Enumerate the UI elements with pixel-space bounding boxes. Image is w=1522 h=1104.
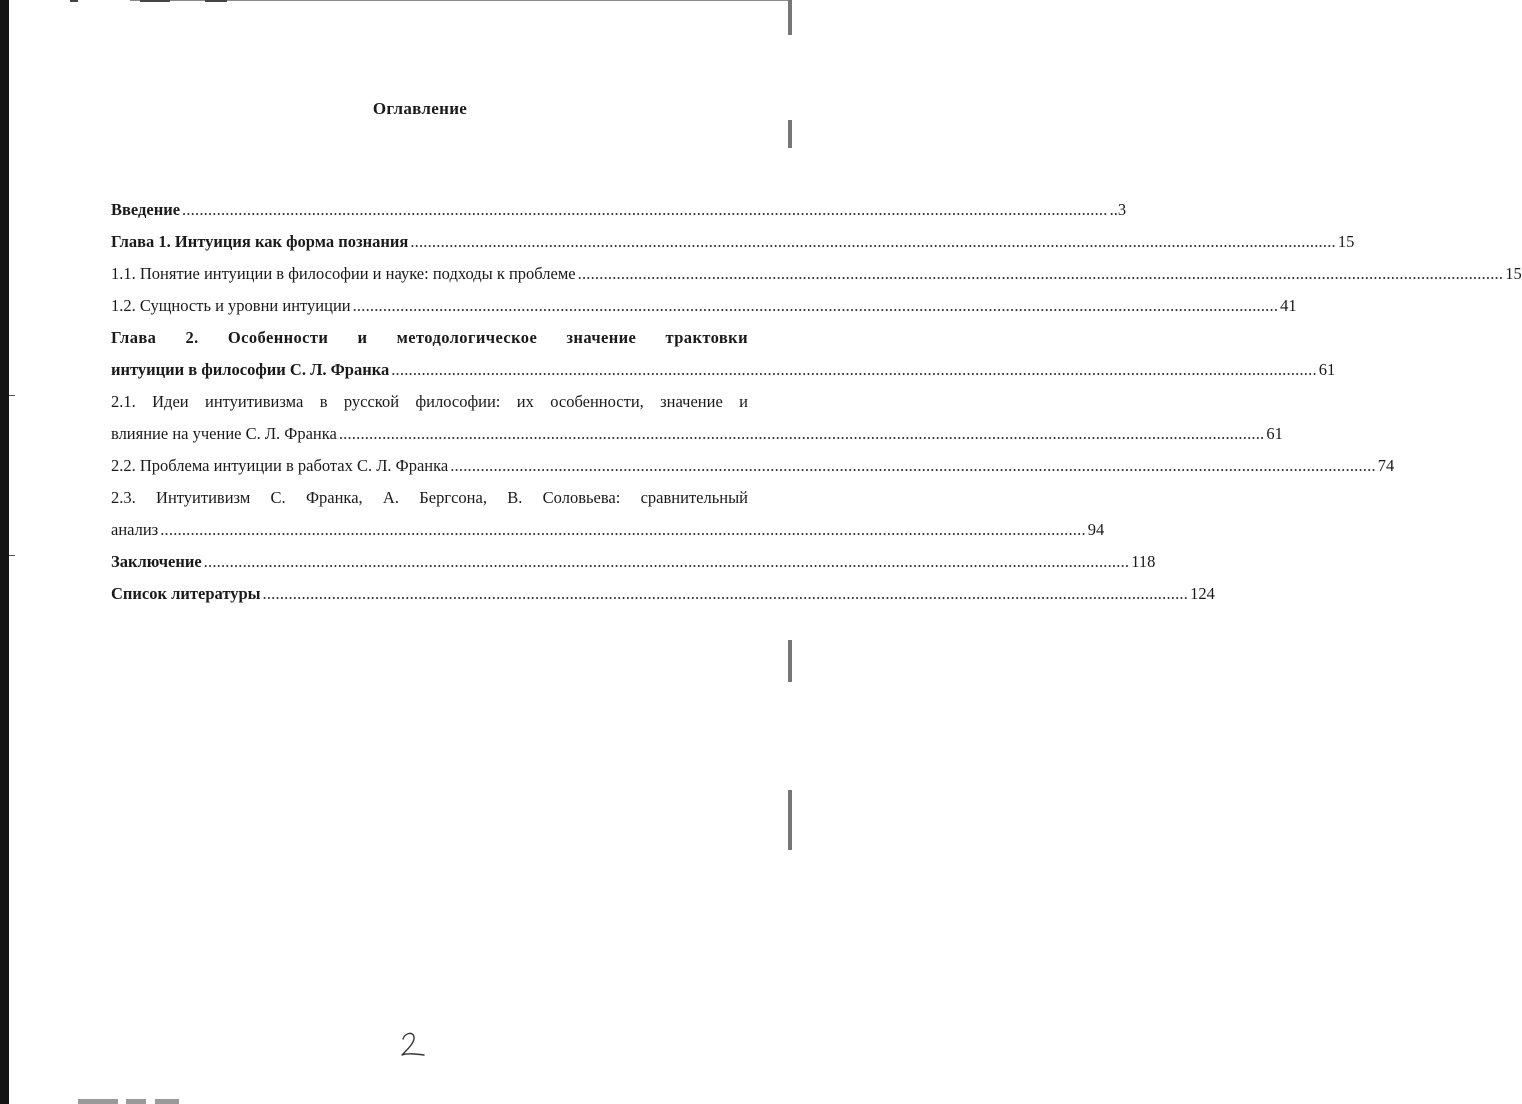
toc-entry-label: 1.1. Понятие интуиции в философии и науке: подходы к проблеме [111, 264, 576, 283]
toc-leader: ...................................................................................................................................................................................................................... [160, 520, 1086, 539]
toc-entry-page: 41 [1280, 296, 1297, 315]
toc-entry-label-line1: 2.3. Интуитивизм С. Франка, А. Бергсона, В. Соловьева: сравнительный [111, 488, 748, 507]
toc-entry-page: 61 [1318, 360, 1336, 379]
toc-entry-label: 2.2. Проблема интуиции в работах С. Л. Франка [111, 456, 449, 475]
scan-right-mark [788, 120, 792, 148]
toc-entry-section-2-2[interactable] [111, 450, 1395, 482]
toc-leader: ...................................................................................................................................................................................................................... [577, 264, 1504, 283]
toc-entry-label-line2: интуиции в философии С. Л. Франка [111, 360, 390, 379]
toc-leader: ...................................................................................................................................................................................................................... [352, 296, 1279, 315]
toc-leader: ...................................................................................................................................................................................................................... [262, 584, 1189, 603]
toc-leader: ...................................................................................................................................................................................................................... [338, 424, 1265, 443]
scan-top-line [130, 0, 792, 1]
scan-right-mark [788, 640, 792, 682]
scan-top-dash [205, 0, 227, 2]
toc-leader: ...................................................................................................................................................................................................................... [182, 200, 1108, 219]
scan-right-mark [788, 0, 792, 35]
table-of-contents [111, 194, 1522, 610]
toc-entry-page: 94 [1087, 520, 1105, 539]
scan-bottom-ghost [126, 1099, 146, 1104]
toc-entry-section-1-2[interactable] [111, 290, 1297, 322]
toc-entry-page: 61 [1266, 424, 1283, 443]
scan-top-dash [70, 0, 78, 2]
page-title: Оглавление [372, 99, 468, 118]
toc-leader: ...................................................................................................................................................................................................................... [391, 360, 1317, 379]
scan-right-mark [788, 790, 792, 850]
toc-entry-label: Глава 1. Интуиция как форма познания [111, 232, 409, 251]
scan-top-dash [140, 0, 170, 2]
toc-entry-page: 118 [1131, 552, 1156, 571]
scan-bottom-ghost [155, 1099, 179, 1104]
toc-leader: ...................................................................................................................................................................................................................... [203, 552, 1130, 571]
toc-entry-introduction[interactable] [111, 194, 1127, 226]
toc-leader: ...................................................................................................................................................................................................................... [450, 456, 1376, 475]
toc-entry-conclusion[interactable] [111, 546, 1156, 578]
scan-bottom-ghost [78, 1099, 118, 1104]
toc-entry-page: ..3 [1109, 200, 1127, 219]
scan-left-edge [0, 0, 9, 1104]
toc-entry-label-line1: 2.1. Идеи интуитивизма в русской философии: их особенности, значение и [111, 392, 748, 411]
toc-entry-label: Список литературы [111, 584, 261, 603]
toc-leader: ...................................................................................................................................................................................................................... [410, 232, 1336, 251]
toc-entry-label: Введение [111, 200, 181, 219]
toc-entry-section-2-1[interactable] [111, 386, 1283, 450]
toc-entry-bibliography[interactable] [111, 578, 1215, 610]
toc-entry-section-1-1[interactable] [111, 258, 1522, 290]
scan-left-notch [9, 395, 15, 396]
toc-entry-chapter-2[interactable] [111, 322, 1336, 386]
toc-entry-label: 1.2. Сущность и уровни интуиции [111, 296, 351, 315]
toc-entry-label-line2: влияние на учение С. Л. Франка [111, 424, 337, 443]
scan-left-notch [9, 555, 15, 556]
handwritten-page-number [398, 1030, 428, 1060]
toc-entry-section-2-3[interactable] [111, 482, 1105, 546]
toc-entry-chapter-1[interactable] [111, 226, 1355, 258]
toc-entry-page: 15 [1337, 232, 1355, 251]
toc-entry-page: 15 [1505, 264, 1522, 283]
toc-entry-label-line1: Глава 2. Особенности и методологическое значение трактовки [111, 328, 748, 347]
toc-entry-page: 124 [1190, 584, 1215, 603]
toc-entry-page: 74 [1377, 456, 1395, 475]
toc-entry-label-line2: анализ [111, 520, 159, 539]
toc-entry-label: Заключение [111, 552, 202, 571]
